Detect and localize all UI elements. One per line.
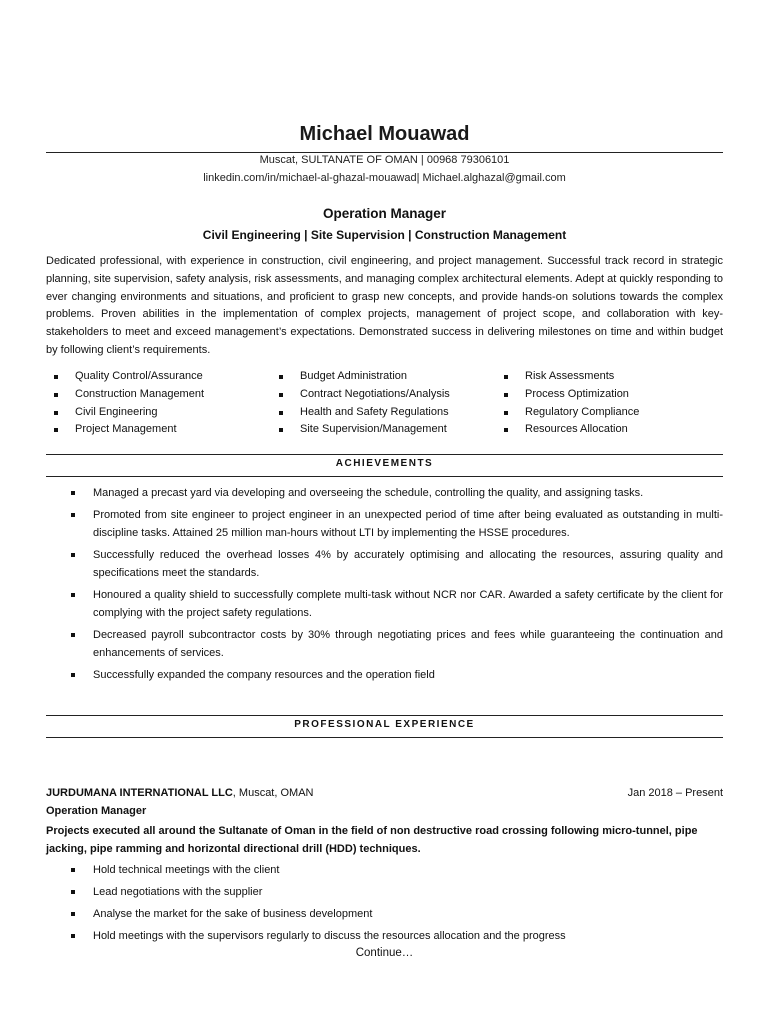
bullet-square-icon bbox=[279, 411, 283, 415]
bullet-square-icon bbox=[71, 513, 75, 517]
skill-item: Regulatory Compliance bbox=[496, 404, 639, 422]
skills-column-1 bbox=[46, 368, 204, 439]
job-description: Projects executed all around the Sultanate of Oman in the field of non destructive road crossing following micro-tunnel, pipe jacking, pipe ramming and horizontal directional drill (HDD) techniques. bbox=[46, 825, 698, 855]
bullet-square-icon bbox=[71, 890, 75, 894]
skill-item: Project Management bbox=[46, 421, 204, 439]
continue-label: Continue… bbox=[355, 947, 414, 959]
achievement-item: Promoted from site engineer to project engineer in an unexpected period of time after being evaluated as outstanding in multi-discipline tasks. Attained 25 million man-hours without LTI by implementing the HSSE procedures. bbox=[46, 506, 723, 542]
duty-item: Lead negotiations with the supplier bbox=[46, 883, 723, 901]
bullet-square-icon bbox=[54, 375, 58, 379]
target-role-subtitle: Civil Engineering | Site Supervision | Construction Management bbox=[202, 228, 567, 242]
skills-column-2 bbox=[271, 368, 450, 439]
achievements-top-rule bbox=[46, 454, 723, 455]
skill-item: Health and Safety Regulations bbox=[271, 404, 450, 422]
skill-item: Quality Control/Assurance bbox=[46, 368, 204, 386]
job-duties-list bbox=[46, 861, 723, 945]
skills-grid bbox=[46, 368, 723, 440]
duty-item: Hold meetings with the supervisors regularly to discuss the resources allocation and the progress bbox=[46, 927, 723, 945]
candidate-name: Michael Mouawad bbox=[299, 123, 470, 145]
achievement-item: Managed a precast yard via developing and overseeing the schedule, controlling the quality, and assigning tasks. bbox=[46, 484, 723, 502]
bullet-square-icon bbox=[504, 375, 508, 379]
contact-linkedin-email: linkedin.com/in/michael-al-ghazal-mouawad| Michael.alghazal@gmail.com bbox=[203, 172, 566, 184]
experience-heading: PROFESSIONAL EXPERIENCE bbox=[294, 719, 475, 730]
bullet-square-icon bbox=[54, 428, 58, 432]
job-company-line bbox=[46, 787, 313, 799]
skill-item: Contract Negotiations/Analysis bbox=[271, 386, 450, 404]
skills-column-3 bbox=[496, 368, 639, 439]
contact-location-phone: Muscat, SULTANATE OF OMAN | 00968 79306101 bbox=[259, 154, 510, 166]
experience-bottom-rule bbox=[46, 737, 723, 738]
bullet-square-icon bbox=[279, 428, 283, 432]
bullet-square-icon bbox=[71, 593, 75, 597]
achievement-item: Honoured a quality shield to successfully complete multi-task without NCR nor CAR. Awarded a safety certificate by the client for complying with the project safety regulations. bbox=[46, 586, 723, 622]
bullet-square-icon bbox=[71, 553, 75, 557]
job-dates: Jan 2018 – Present bbox=[627, 787, 723, 799]
bullet-square-icon bbox=[504, 428, 508, 432]
target-role-title: Operation Manager bbox=[322, 206, 447, 221]
company-location: , Muscat, OMAN bbox=[232, 787, 314, 799]
duty-item: Analyse the market for the sake of business development bbox=[46, 905, 723, 923]
skill-item: Construction Management bbox=[46, 386, 204, 404]
bullet-square-icon bbox=[71, 934, 75, 938]
skill-item: Budget Administration bbox=[271, 368, 450, 386]
experience-top-rule bbox=[46, 715, 723, 716]
bullet-square-icon bbox=[54, 393, 58, 397]
bullet-square-icon bbox=[71, 491, 75, 495]
bullet-square-icon bbox=[504, 393, 508, 397]
achievements-bottom-rule bbox=[46, 476, 723, 477]
achievement-item: Decreased payroll subcontractor costs by 30% through negotiating prices and fees while guaranteeing the continuation and enhancements of services. bbox=[46, 626, 723, 662]
company-name: JURDUMANA INTERNATIONAL LLC bbox=[46, 787, 233, 799]
achievement-item: Successfully reduced the overhead losses 4% by accurately optimising and allocating the resources, assuring quality and specifications meet the standards. bbox=[46, 546, 723, 582]
achievement-item: Successfully expanded the company resources and the operation field bbox=[46, 666, 723, 684]
bullet-square-icon bbox=[71, 868, 75, 872]
job-title: Operation Manager bbox=[46, 805, 147, 817]
skill-item: Resources Allocation bbox=[496, 421, 639, 439]
achievements-heading: ACHIEVEMENTS bbox=[335, 458, 434, 469]
bullet-square-icon bbox=[71, 633, 75, 637]
achievements-list bbox=[46, 484, 723, 684]
bullet-square-icon bbox=[71, 912, 75, 916]
bullet-square-icon bbox=[54, 411, 58, 415]
skill-item: Risk Assessments bbox=[496, 368, 639, 386]
professional-summary: Dedicated professional, with experience in construction, civil engineering, and project management. Successful track record in strategic planning, site supervision, safety analysis, risk assessments, and managing complex architectural elements. Adept at quickly responding to ever changing environments and situations, and proficient to grasp new concepts, and provide hands-on solutions towards the complex problems. Proven abilities in the implementation of complex projects, management of project scope, and collaboration with key-stakeholders to meet and exceed management’s expectations. Demonstrated success in delivering milestones on time and within budget by following client’s requirements. bbox=[46, 255, 723, 356]
bullet-square-icon bbox=[279, 393, 283, 397]
skill-item: Civil Engineering bbox=[46, 404, 204, 422]
duty-item: Hold technical meetings with the client bbox=[46, 861, 723, 879]
bullet-square-icon bbox=[279, 375, 283, 379]
bullet-square-icon bbox=[71, 673, 75, 677]
skill-item: Process Optimization bbox=[496, 386, 639, 404]
header-divider bbox=[46, 152, 723, 153]
skill-item: Site Supervision/Management bbox=[271, 421, 450, 439]
bullet-square-icon bbox=[504, 411, 508, 415]
